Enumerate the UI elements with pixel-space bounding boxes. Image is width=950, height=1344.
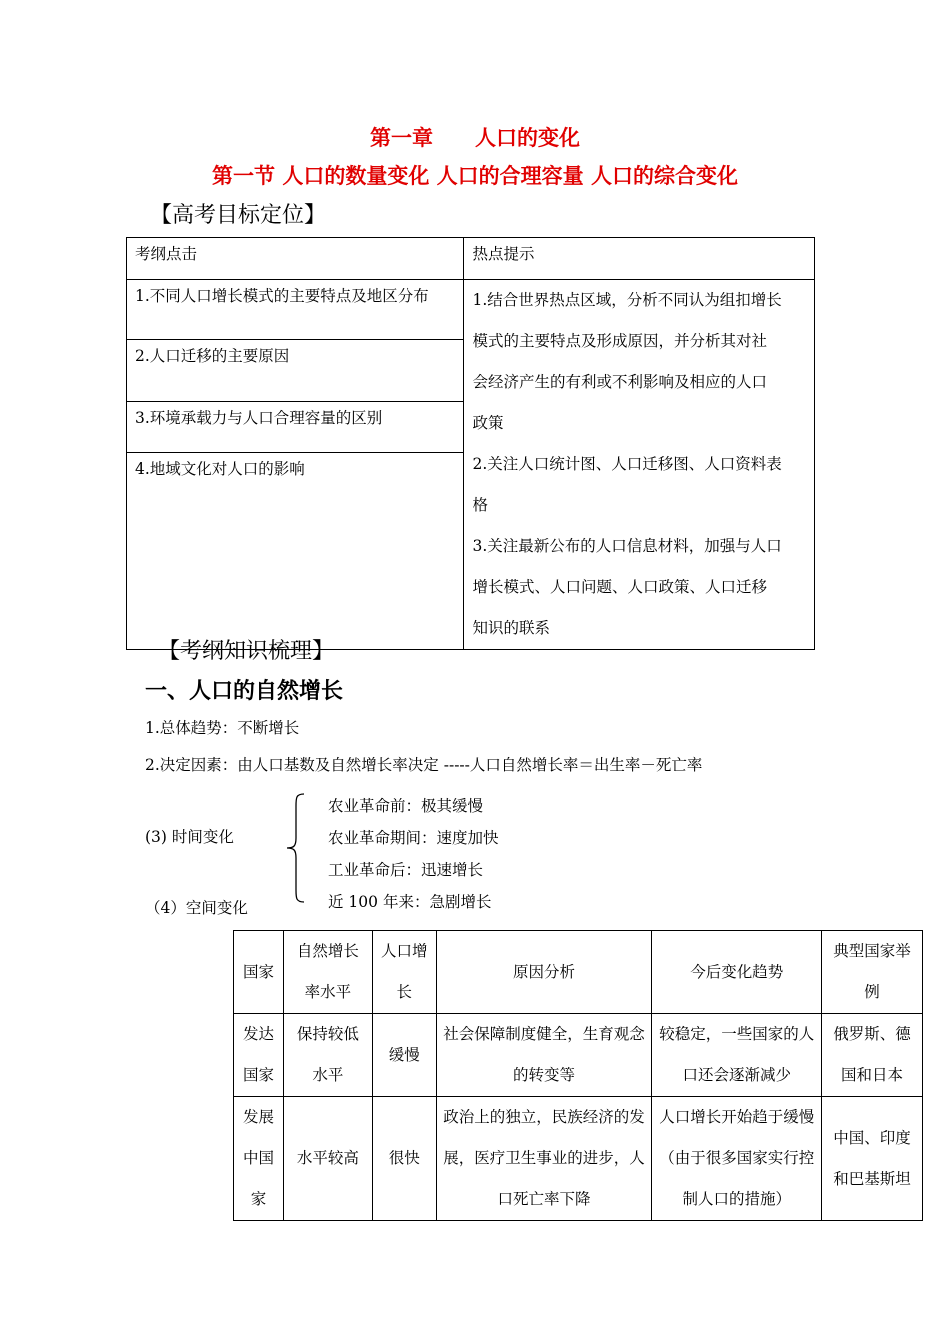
section-title: 第一节 人口的数量变化 人口的合理容量 人口的综合变化 (212, 164, 738, 188)
spatial-header: 人口增长 (372, 931, 436, 1014)
spatial-cell: 人口增长开始趋于缓慢（由于很多国家实行控制人口的措施） (652, 1097, 822, 1221)
spatial-header: 原因分析 (436, 931, 652, 1014)
section-one-title: 一、人口的自然增长 (145, 679, 344, 704)
item-3-label: (3) 时间变化 (145, 828, 234, 846)
hotspot-line: 1.结合世界热点区域，分析不同认为组扣增长 (472, 291, 782, 309)
item-2: 2.决定因素：由人口基数及自然增长率决定 -----人口自然增长率＝出生率－死亡率 (145, 756, 703, 774)
spatial-cell: 缓慢 (372, 1014, 436, 1097)
item-1: 1.总体趋势：不断增长 (145, 719, 300, 737)
spatial-table (233, 930, 923, 1221)
item-4-label: （4）空间变化 (145, 899, 248, 917)
hotspot-line: 增长模式、人口问题、人口政策、人口迁移 (472, 578, 767, 596)
spatial-cell: 发展中国家 (234, 1097, 284, 1221)
spatial-cell: 俄罗斯、德国和日本 (822, 1014, 923, 1097)
time-change-item: 工业革命后：迅速增长 (328, 861, 484, 879)
spatial-cell: 很快 (372, 1097, 436, 1221)
spatial-cell: 保持较低水平 (283, 1014, 372, 1097)
objectives-col2-header: 热点提示 (464, 238, 815, 280)
time-change-item: 农业革命前：极其缓慢 (328, 797, 484, 815)
hotspot-line: 知识的联系 (472, 619, 550, 637)
brace-icon (284, 792, 308, 904)
objectives-table (126, 237, 815, 650)
spatial-cell: 中国、印度和巴基斯坦 (822, 1097, 923, 1221)
heading-targets: 【高考目标定位】 (150, 203, 327, 228)
hotspot-line: 政策 (472, 414, 504, 432)
hotspot-line: 格 (472, 496, 488, 514)
spatial-cell: 社会保障制度健全，生育观念的转变等 (436, 1014, 652, 1097)
time-change-list (328, 790, 588, 911)
spatial-header: 国家 (234, 931, 284, 1014)
time-change-item: 农业革命期间：速度加快 (328, 829, 499, 847)
time-change-item: 近 100 年来：急剧增长 (328, 893, 492, 911)
spatial-cell: 较稳定，一些国家的人口还会逐渐减少 (652, 1014, 822, 1097)
objective-point: 2.人口迁移的主要原因 (127, 340, 464, 401)
spatial-cell: 发达国家 (234, 1014, 284, 1097)
spatial-header: 今后变化趋势 (652, 931, 822, 1014)
hotspot-line: 2.关注人口统计图、人口迁移图、人口资料表 (472, 455, 782, 473)
chapter-title: 第一章 人口的变化 (370, 126, 580, 150)
spatial-cell: 水平较高 (283, 1097, 372, 1221)
objective-point: 4.地域文化对人口的影响 (127, 452, 464, 649)
hotspot-line: 3.关注最新公布的人口信息材料，加强与人口 (472, 537, 782, 555)
hotspot-line: 会经济产生的有利或不利影响及相应的人口 (472, 373, 767, 391)
hotspot-cell (464, 280, 815, 650)
spatial-cell: 政治上的独立，民族经济的发展，医疗卫生事业的进步，人口死亡率下降 (436, 1097, 652, 1221)
heading-knowledge: 【考纲知识梳理】 (158, 639, 335, 664)
hotspot-line: 模式的主要特点及形成原因，并分析其对社 (472, 332, 767, 350)
objective-point: 1.不同人口增长模式的主要特点及地区分布 (127, 280, 464, 340)
objectives-col1-header: 考纲点击 (127, 238, 464, 280)
spatial-header: 典型国家举例 (822, 931, 923, 1014)
objective-point: 3.环境承载力与人口合理容量的区别 (127, 401, 464, 452)
spatial-header: 自然增长率水平 (283, 931, 372, 1014)
